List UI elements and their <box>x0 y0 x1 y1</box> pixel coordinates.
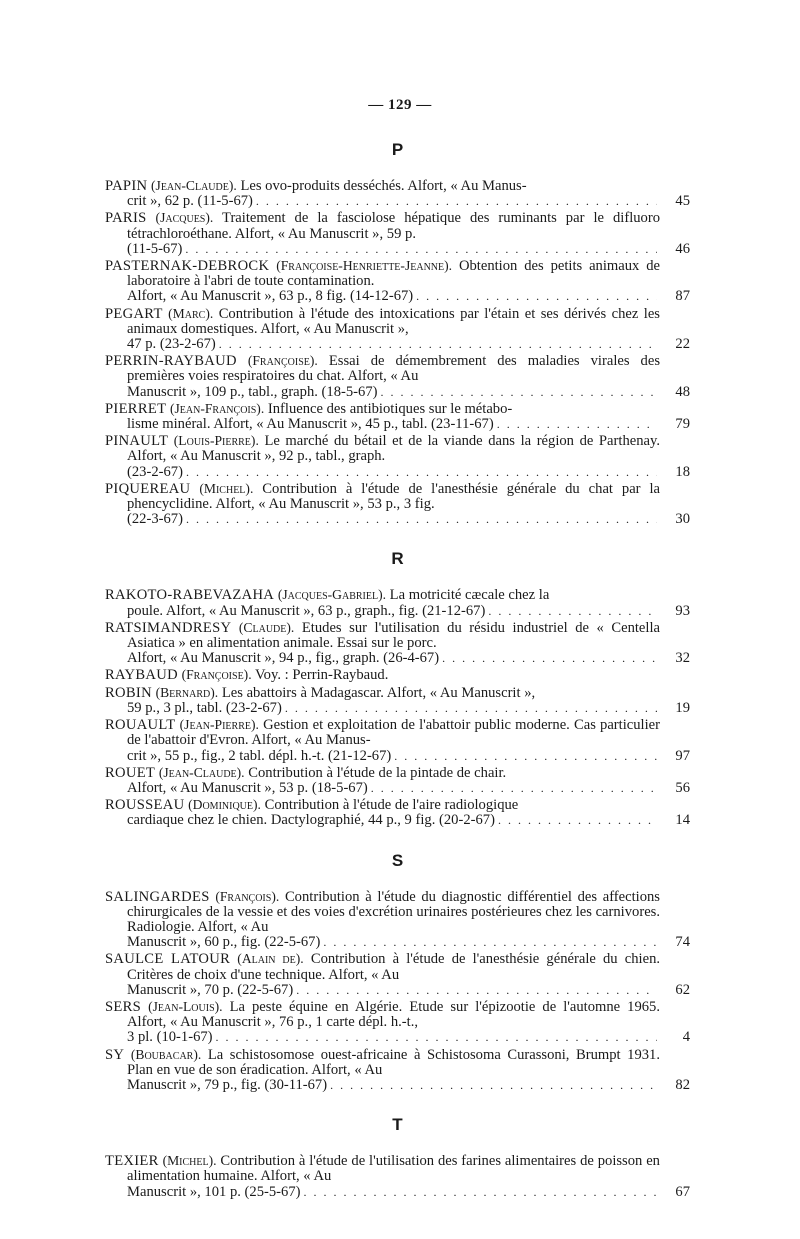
entry-given-name: (Françoise-Henriette-Jeanne). <box>276 258 453 274</box>
entry-tail-line <box>105 417 690 432</box>
entry-tail-line <box>105 651 690 666</box>
entry-title: La motricité cæcale chez la <box>389 587 550 604</box>
entry-tail-line <box>105 1185 690 1200</box>
bibliography-entry <box>105 587 690 618</box>
bibliography-entry <box>105 481 690 528</box>
entry-tail-line <box>105 337 690 352</box>
entry-title: Contribution à l'étude de l'aire radiologique <box>264 797 519 814</box>
entry-tail-line <box>105 1078 690 1093</box>
entry-page-number: 48 <box>675 383 690 400</box>
entry-page-number: 4 <box>682 1029 690 1046</box>
entry-author: PASTERNAK-DEBROCK <box>105 258 270 275</box>
entry-given-name: (Claude). <box>238 619 295 635</box>
entry-author: PIQUEREAU <box>105 480 191 497</box>
bibliography-entry <box>105 306 690 353</box>
entry-author: PAPIN <box>105 178 148 194</box>
bibliography-entry <box>105 258 690 305</box>
entry-author: ROUET <box>105 764 156 781</box>
entry-page-number: 74 <box>675 934 690 951</box>
entry-tail-line <box>105 781 690 796</box>
entry-author: SAULCE LATOUR <box>105 951 231 968</box>
entry-author: PIERRET <box>105 400 167 417</box>
dot-leader <box>371 781 657 796</box>
entry-tail-line <box>105 749 690 764</box>
entry-body <box>105 797 690 813</box>
entry-title: Les ovo-produits desséchés. Alfort, « Au Manus- <box>240 178 527 194</box>
entry-title: Obtention des petits animaux de laboratoire à l'abri de toute contamination. <box>127 258 661 290</box>
entry-title: Gestion et exploitation de l'abattoir public moderne. Cas particulier de l'abattoir d'Evron. Alfort, « Au Manus- <box>127 717 660 749</box>
dot-leader <box>497 417 657 432</box>
bibliography-entry <box>105 1047 690 1094</box>
entry-author: RAYBAUD <box>105 667 178 684</box>
dot-leader <box>442 651 657 666</box>
bibliography-list <box>105 140 690 1222</box>
dot-leader <box>303 1185 657 1200</box>
entry-tail-line <box>105 465 690 480</box>
dot-leader <box>186 512 657 527</box>
entry-page-number: 45 <box>675 193 690 210</box>
entry-page-number: 19 <box>675 699 690 716</box>
dot-leader <box>498 813 657 828</box>
entry-given-name: (Jacques). <box>155 210 214 226</box>
entry-tail: poule. Alfort, « Au Manuscrit », 63 p., graph., fig. (21-12-67) <box>127 602 486 619</box>
entry-body <box>105 717 690 748</box>
entry-tail-line <box>105 242 690 257</box>
entry-body <box>105 765 690 781</box>
dot-leader <box>330 1078 657 1093</box>
entry-body <box>105 433 690 464</box>
dot-leader <box>285 701 657 716</box>
bibliography-entry <box>105 178 690 209</box>
section-letter: R <box>391 549 404 569</box>
page-number: — 129 — <box>368 97 432 113</box>
entry-body <box>105 587 690 603</box>
entry-tail-line <box>105 701 690 716</box>
entry-tail: Manuscrit », 60 p., fig. (22-5-67) <box>127 934 321 951</box>
entry-author: ROUAULT <box>105 717 176 734</box>
entry-given-name: (Jean-Claude). <box>151 178 237 193</box>
entry-title: Les abattoirs à Madagascar. Alfort, « Au Manuscrit », <box>221 684 536 701</box>
entry-author: RAKOTO-RABEVAZAHA <box>105 587 275 604</box>
entry-author: RATSIMANDRESY <box>105 619 232 636</box>
entry-title: Etudes sur l'utilisation du résidu industriel de « Centella Asiatica » en alimentation animale. Essai sur le porc. <box>127 619 660 652</box>
entry-tail-line <box>105 604 690 619</box>
bibliography-entry <box>105 401 690 432</box>
entry-tail: (11-5-67) <box>127 240 183 257</box>
entry-page-number: 93 <box>675 602 690 619</box>
entry-body <box>105 999 690 1030</box>
bibliography-entry <box>105 353 690 400</box>
entry-tail-line <box>105 935 690 950</box>
entry-given-name: (Jacques-Gabriel). <box>277 587 387 603</box>
entry-author: SALINGARDES <box>105 888 210 905</box>
entry-author: PARIS <box>105 210 147 227</box>
entry-page-number: 46 <box>675 240 690 257</box>
entry-tail: crit », 55 p., fig., 2 tabl. dépl. h.-t. (21-12-67) <box>127 747 392 764</box>
entry-author: PERRIN-RAYBAUD <box>105 353 237 370</box>
entry-given-name: (Michel). <box>162 1153 217 1169</box>
entry-given-name: (Alain de). <box>237 951 304 967</box>
entry-title: Contribution à l'étude des intoxications par l'étain et ses dérivés chez les animaux domestiques. Alfort, « Au Manuscrit », <box>127 305 660 337</box>
entry-body <box>105 306 690 337</box>
bibliography-entry <box>105 210 690 257</box>
bibliography-entry <box>105 717 690 764</box>
bibliography-entry <box>105 797 690 828</box>
dot-leader <box>216 1030 657 1045</box>
dot-leader <box>186 465 657 480</box>
entry-page-number: 32 <box>675 650 690 667</box>
entry-body <box>105 210 690 241</box>
entry-page-number: 97 <box>675 747 690 764</box>
entry-tail: lisme minéral. Alfort, « Au Manuscrit », 45 p., tabl. (23-11-67) <box>127 416 494 433</box>
entry-tail-line <box>105 1030 690 1045</box>
entry-tail-line <box>105 289 690 304</box>
entry-author: PEGART <box>105 305 163 322</box>
entry-given-name: (Bernard). <box>155 684 219 700</box>
entry-title: Le marché du bétail et de la viande dans la région de Parthenay. Alfort, « Au Manuscrit », 92 p., tabl., graph. <box>127 433 660 465</box>
dot-leader <box>323 935 657 950</box>
entry-given-name: (Louis-Pierre). <box>173 433 259 449</box>
entry-body <box>105 353 690 384</box>
entry-tail: 47 p. (23-2-67) <box>127 336 216 353</box>
entry-title: Contribution à l'étude de l'anesthésie générale du chien. Critères de choix d'une technique. Alfort, « Au <box>127 951 661 983</box>
bibliography-entry <box>105 889 690 951</box>
entry-title: Essai de démembrement des maladies virales des premières voies respiratoires du chat. Alfort, « Au <box>127 353 661 385</box>
entry-body <box>105 401 690 417</box>
entry-tail: crit », 62 p. (11-5-67) <box>127 193 253 210</box>
entry-title: Contribution à l'étude de la pintade de chair. <box>248 764 507 781</box>
dot-leader <box>380 385 657 400</box>
bibliography-entry <box>105 433 690 480</box>
dot-leader <box>256 194 657 209</box>
entry-author: SERS <box>105 998 142 1015</box>
entry-body <box>105 258 690 289</box>
entry-author: SY <box>105 1046 125 1063</box>
entry-tail-line <box>105 194 690 209</box>
section-r <box>105 549 690 828</box>
bibliography-entry <box>105 999 690 1046</box>
entry-author: TEXIER <box>105 1153 159 1170</box>
entry-body <box>105 951 690 982</box>
entry-tail-line <box>105 385 690 400</box>
entry-tail: (23-2-67) <box>127 463 183 480</box>
entry-title: Contribution à l'étude de l'utilisation des farines alimentaires de poisson en alimentation humaine. Alfort, « Au <box>127 1153 660 1185</box>
dot-leader <box>488 604 657 619</box>
entry-tail: Manuscrit », 101 p. (25-5-67) <box>127 1183 301 1200</box>
entry-title: Influence des antibiotiques sur le métabo- <box>267 400 513 417</box>
entry-body <box>105 178 690 194</box>
entry-title: Traitement de la fasciolose hépatique des ruminants par le difluoro tétrachloroéthane. Alfort, « Au Manuscrit », 59 p. <box>127 210 661 242</box>
entry-tail-line <box>105 983 690 998</box>
section-t <box>105 1115 690 1200</box>
entry-author: ROUSSEAU <box>105 797 185 814</box>
entry-given-name: (Jean-Claude). <box>158 764 245 780</box>
entry-page-number: 67 <box>675 1183 690 1200</box>
entry-body <box>105 620 690 651</box>
bibliography-entry <box>105 620 690 667</box>
entry-author: PINAULT <box>105 433 169 450</box>
dot-leader <box>416 289 657 304</box>
entry-body <box>105 667 690 683</box>
entry-tail: Alfort, « Au Manuscrit », 94 p., fig., graph. (26-4-67) <box>127 650 440 667</box>
entry-given-name: (François). <box>215 888 280 904</box>
entry-page-number: 82 <box>675 1076 690 1093</box>
entry-page-number: 14 <box>675 812 690 829</box>
dot-leader <box>185 242 657 257</box>
entry-given-name: (Françoise). <box>247 353 318 369</box>
entry-page-number: 62 <box>675 981 690 998</box>
section-letter: P <box>391 140 404 159</box>
entry-title: La schistosomose ouest-africaine à Schistosoma Curassoni, Brumpt 1931. Plan en vue de son éradication. Alfort, « Au <box>127 1046 660 1078</box>
entry-title: La peste équine en Algérie. Etude sur l'épizootie de l'automne 1965. Alfort, « Au Manuscrit », 76 p., 1 carte dépl. h.-t., <box>127 998 660 1031</box>
entry-given-name: (Jean-Louis). <box>148 998 223 1014</box>
entry-title: Contribution à l'étude du diagnostic différentiel des affections chirurgicales de la vessie et des voies d'excrétion urinaires postérieures chez les carnivores. Radiologie. Alfort, « Au <box>127 888 660 935</box>
entry-tail: 3 pl. (10-1-67) <box>127 1029 213 1046</box>
bibliography-entry <box>105 685 690 716</box>
entry-page-number: 56 <box>675 779 690 796</box>
entry-given-name: (Marc). <box>168 305 214 321</box>
entry-tail: Manuscrit », 109 p., tabl., graph. (18-5-67) <box>127 383 378 400</box>
entry-tail: Alfort, « Au Manuscrit », 53 p. (18-5-67) <box>127 779 368 796</box>
entry-page-number: 18 <box>675 463 690 480</box>
entry-tail: Manuscrit », 79 p., fig. (30-11-67) <box>127 1076 328 1093</box>
section-letter: S <box>391 850 404 870</box>
section-p <box>105 140 690 527</box>
entry-given-name: (Michel). <box>199 480 254 496</box>
dot-leader <box>219 337 657 352</box>
entry-body <box>105 1153 690 1184</box>
bibliography-entry <box>105 1153 690 1200</box>
entry-body <box>105 889 690 936</box>
bibliography-entry <box>105 951 690 998</box>
entry-tail: cardiaque chez le chien. Dactylographié, 44 p., 9 fig. (20-2-67) <box>127 812 495 829</box>
section-s <box>105 851 690 1094</box>
entry-tail-line <box>105 813 690 828</box>
bibliography-entry <box>105 667 690 683</box>
entry-page-number: 79 <box>675 416 690 433</box>
entry-body <box>105 1047 690 1078</box>
entry-page-number: 30 <box>675 511 690 528</box>
entry-page-number: 87 <box>675 288 690 305</box>
entry-given-name: (Françoise). <box>181 667 252 683</box>
entry-given-name: (Jean-Pierre). <box>179 717 259 733</box>
section-letter: T <box>392 1115 403 1135</box>
entry-tail: 59 p., 3 pl., tabl. (23-2-67) <box>127 699 282 716</box>
entry-given-name: (Boubacar). <box>130 1046 202 1062</box>
entry-given-name: (Jean-François). <box>169 400 265 416</box>
entry-given-name: (Dominique). <box>188 797 261 813</box>
entry-title: Contribution à l'étude de l'anesthésie générale du chat par la phencyclidine. Alfort, « Au Manuscrit », 53 p., 3 fig. <box>127 480 661 513</box>
entry-tail: Alfort, « Au Manuscrit », 63 p., 8 fig. (14-12-67) <box>127 288 414 305</box>
entry-tail-line <box>105 512 690 527</box>
entry-title: Voy. : Perrin-Raybaud. <box>255 667 389 684</box>
entry-author: ROBIN <box>105 684 152 701</box>
bibliography-entry <box>105 765 690 796</box>
dot-leader <box>296 983 657 998</box>
dot-leader <box>394 749 657 764</box>
entry-body <box>105 481 690 512</box>
entry-page-number: 22 <box>675 336 690 353</box>
entry-tail: Manuscrit », 70 p. (22-5-67) <box>127 981 294 998</box>
entry-tail: (22-3-67) <box>127 511 183 528</box>
entry-body <box>105 685 690 701</box>
